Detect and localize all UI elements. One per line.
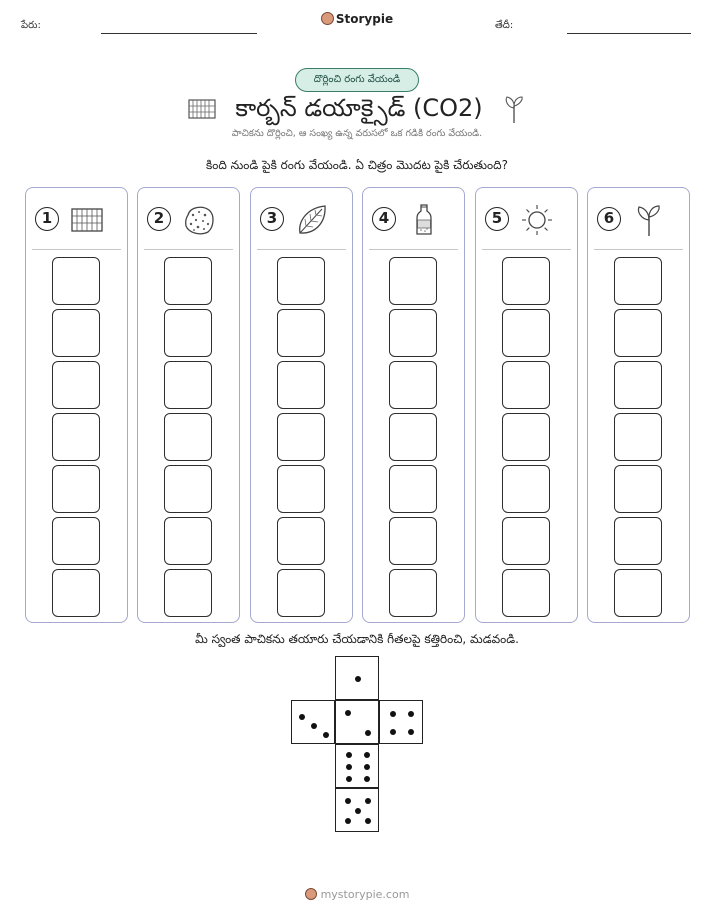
die-face-1 [335, 656, 379, 700]
column-6 [587, 187, 690, 623]
column-divider [144, 249, 233, 250]
die-face-2 [335, 700, 379, 744]
color-cell[interactable] [52, 257, 100, 305]
color-cell[interactable] [502, 569, 550, 617]
color-cell[interactable] [52, 361, 100, 409]
column-number: 6 [597, 207, 621, 231]
die-pip [365, 818, 371, 824]
color-cell[interactable] [52, 517, 100, 565]
sprout-icon [632, 203, 666, 237]
column-divider [257, 249, 346, 250]
instruction: కింది నుండి పైకి రంగు వేయండి. ఏ చిత్రం మొదట పైకి చేరుతుంది? [206, 158, 508, 172]
color-cell[interactable] [614, 257, 662, 305]
bear-logo-icon [305, 888, 317, 900]
die-face-6 [335, 744, 379, 788]
footer [0, 888, 714, 901]
color-cell[interactable] [389, 257, 437, 305]
die-pip [365, 798, 371, 804]
die-face-3 [291, 700, 335, 744]
rock-icon [182, 203, 216, 237]
column-divider [369, 249, 458, 250]
date-line [567, 33, 691, 34]
column-4 [362, 187, 465, 623]
die-pip [364, 776, 370, 782]
die-pip [390, 711, 396, 717]
die-pip [365, 730, 371, 736]
brand-logo [0, 12, 714, 26]
color-cell[interactable] [277, 465, 325, 513]
color-cell[interactable] [614, 517, 662, 565]
column-5 [475, 187, 578, 623]
color-cell[interactable] [277, 361, 325, 409]
color-cell[interactable] [164, 361, 212, 409]
brand-name: Storypie [335, 12, 394, 26]
cut-instruction: మీ స్వంత పాచికను తయారు చేయడానికి గీతలపై కత్తిరించి, మడవండి. [195, 632, 519, 646]
color-cell[interactable] [389, 517, 437, 565]
die-pip [364, 764, 370, 770]
die-pip [311, 723, 317, 729]
die-face-4 [379, 700, 423, 744]
color-cell[interactable] [164, 517, 212, 565]
color-cell[interactable] [389, 569, 437, 617]
color-cell[interactable] [614, 361, 662, 409]
color-cell[interactable] [502, 413, 550, 461]
die-pip [345, 798, 351, 804]
roll-and-color-badge: దొర్లించి రంగు వేయండి [295, 68, 419, 92]
color-cell[interactable] [502, 257, 550, 305]
color-cell[interactable] [614, 413, 662, 461]
die-face-5 [335, 788, 379, 832]
leaf-icon [295, 203, 329, 237]
color-cell[interactable] [52, 569, 100, 617]
column-divider [482, 249, 571, 250]
color-cell[interactable] [277, 517, 325, 565]
column-divider [594, 249, 683, 250]
column-number: 3 [260, 207, 284, 231]
color-cell[interactable] [502, 465, 550, 513]
die-pip [408, 729, 414, 735]
color-cell[interactable] [277, 257, 325, 305]
die-pip [390, 729, 396, 735]
die-pip [346, 764, 352, 770]
bear-logo-icon [321, 12, 334, 25]
die-pip [346, 752, 352, 758]
page-title: కార్బన్ డయాక్సైడ్ (CO2) [235, 94, 483, 122]
die-pip [323, 732, 329, 738]
color-cell[interactable] [389, 413, 437, 461]
die-pip [364, 752, 370, 758]
column-3 [250, 187, 353, 623]
date-label: తేదీ: [495, 20, 514, 31]
color-cell[interactable] [614, 309, 662, 357]
die-pip [346, 776, 352, 782]
column-divider [32, 249, 121, 250]
color-cell[interactable] [277, 569, 325, 617]
die-pip [345, 818, 351, 824]
die-pip [355, 676, 361, 682]
color-cell[interactable] [277, 309, 325, 357]
die-pip [408, 711, 414, 717]
sun-icon [520, 203, 554, 237]
color-cell[interactable] [52, 465, 100, 513]
color-cell[interactable] [164, 413, 212, 461]
color-cell[interactable] [614, 569, 662, 617]
name-label: పేరు: [21, 20, 41, 31]
color-cell[interactable] [614, 465, 662, 513]
column-1 [25, 187, 128, 623]
color-cell[interactable] [502, 517, 550, 565]
die-pip [299, 714, 305, 720]
sprout-icon [502, 94, 526, 124]
color-cell[interactable] [164, 309, 212, 357]
column-number: 4 [372, 207, 396, 231]
soda-bottle-icon [407, 203, 441, 237]
column-number: 2 [147, 207, 171, 231]
color-cell[interactable] [389, 465, 437, 513]
color-cell[interactable] [389, 309, 437, 357]
die-pip [355, 808, 361, 814]
grill-grate-icon [70, 203, 104, 237]
color-cell[interactable] [277, 413, 325, 461]
color-cell[interactable] [164, 465, 212, 513]
column-number: 5 [485, 207, 509, 231]
color-cell[interactable] [52, 413, 100, 461]
die-pip [345, 710, 351, 716]
footer-url: mystorypie.com [320, 888, 410, 901]
subtitle: పాచికను దొర్లించి, ఆ సంఖ్య ఉన్న వరుసలో ఒక గడికి రంగు వేయండి. [231, 128, 483, 139]
color-cell[interactable] [164, 257, 212, 305]
title-row [0, 92, 714, 124]
color-cell[interactable] [389, 361, 437, 409]
column-number: 1 [35, 207, 59, 231]
color-cell[interactable] [502, 309, 550, 357]
color-cell[interactable] [164, 569, 212, 617]
color-cell[interactable] [502, 361, 550, 409]
grill-grate-icon [188, 98, 216, 120]
name-line [101, 33, 257, 34]
column-2 [137, 187, 240, 623]
color-cell[interactable] [52, 309, 100, 357]
